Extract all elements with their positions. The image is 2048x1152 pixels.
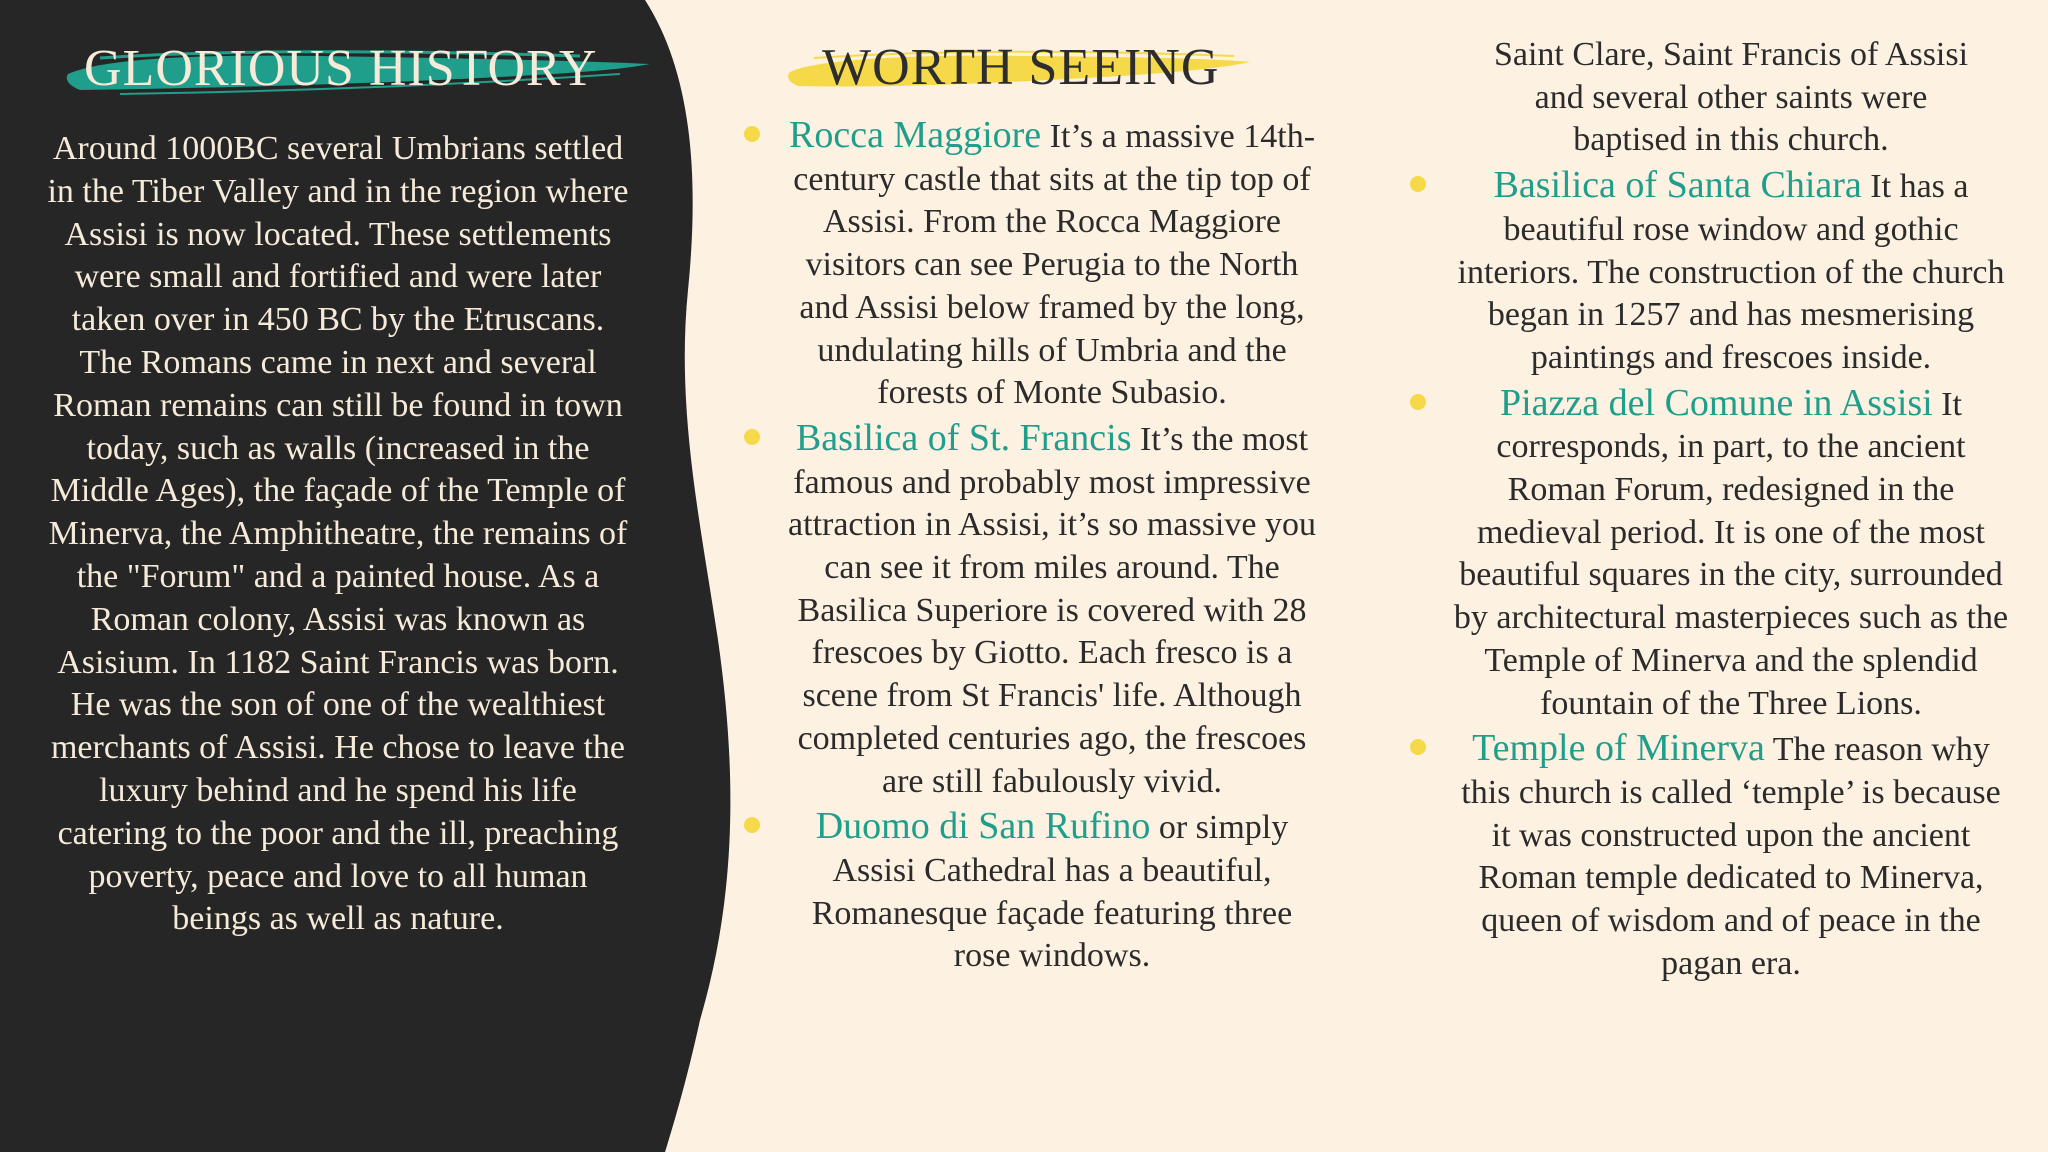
item-name: Basilica of Santa Chiara [1493,164,1862,207]
bullet-icon [1410,394,1426,410]
item-text: or simply Assisi Cathedral has a beautiful, Romanesque façade featuring three rose windows. [811,809,1293,975]
list-item [1448,727,2014,985]
list-item [1448,164,2014,380]
item-text: It’s a massive 14th-century castle that sits at the tip top of Assisi. From the Rocca Maggiore visitors can see Perugia to the North and Assisi below framed by the long, undulating hills of Umbria and the forests of Monte Subasio. [793,118,1316,412]
worth-seeing-column-right [1448,34,2014,985]
item-text: It has a beautiful rose window and gothic interiors. The construction of the church began in 1257 and has mesmerising paintings and frescoes inside. [1457,168,2005,376]
bullet-icon [1410,176,1426,192]
item-name: Temple of Minerva [1472,727,1765,770]
item-text: It’s the most famous and probably most impressive attraction in Assisi, it’s so massive you can see it from miles around. The Basilica Superiore is covered with 28 frescoes by Giotto. Each fresco is a scene from St Francis' life. Although completed centuries ago, the frescoes are still fabulously vivid. [788,420,1316,800]
item-name: Rocca Maggiore [788,114,1042,156]
worth-seeing-heading: WORTH SEEING [822,39,1220,96]
item-name: Basilica of St. Francis [795,416,1132,459]
item-name: Piazza del Comune in Assisi [1499,381,1933,424]
bullet-icon [744,429,760,445]
list-item [782,805,1322,978]
worth-seeing-column-middle [782,114,1322,978]
history-paragraph: Around 1000BC several Umbrians settled in the Tiber Valley and in the region where Assisi is now located. These settlements were small and fortified and were later taken over in 450 BC by the Etruscans. The Romans came in next and several Roman remains can still be found in town today, such as walls (increased in the Middle Ages), the façade of the Temple of Minerva, the Amphitheatre, the remains of the "Forum" and a painted house. As a Roman colony, Assisi was known as Asisium. In 1182 Saint Francis was born. He was the son of one of the wealthiest merchants of Assisi. He chose to leave the luxury behind and he spend his life catering to the poor and the ill, preaching poverty, peace and love to all human beings as well as nature. [47,130,629,938]
history-heading: GLORIOUS HISTORY [84,40,598,97]
item-text: The reason why this church is called ‘temple’ is because it was constructed upon the ancient Roman temple dedicated to Minerva, queen of wisdom and of peace in the pagan era. [1461,731,2001,982]
list-item [782,417,1322,803]
bullet-icon [744,126,760,142]
list-item [782,114,1322,415]
item-name: Duomo di San Rufino [815,805,1151,848]
list-item [1448,382,2014,726]
item-continuation-text: Saint Clare, Saint Francis of Assisi and several other saints were baptised in this church. [1493,36,1969,159]
item-text: It corresponds, in part, to the ancient Roman Forum, redesigned in the medieval period. It is one of the most beautiful squares in the city, surrounded by architectural masterpieces such as the Temple of Minerva and the splendid fountain of the Three Lions. [1453,385,2009,722]
